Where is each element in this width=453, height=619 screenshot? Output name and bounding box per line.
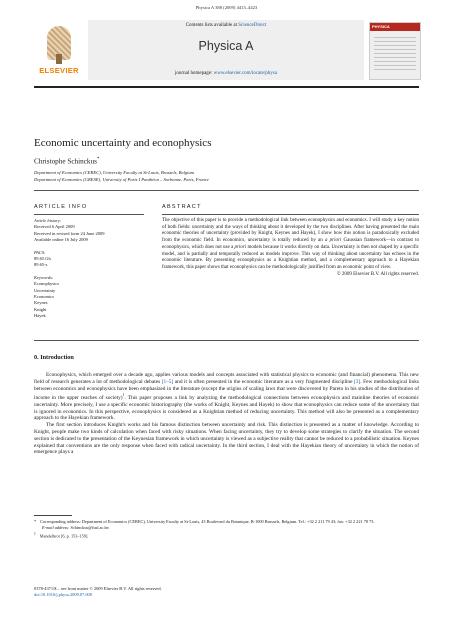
introduction-body (34, 372, 419, 456)
abstract-body (162, 218, 419, 278)
history-label: Article history: (34, 218, 62, 223)
doi-link[interactable]: doi:10.1016/j.physa.2009.07.008 (34, 592, 92, 598)
publisher-name: ELSEVIER (39, 66, 79, 75)
text-segment: Econophysics, which emerged over a decade ago, applies various models and concepts associated with statistical physics to economic (and financial) phenomena. This new field of research generates a lot of methodological debates (34, 372, 419, 385)
masthead-center (88, 20, 364, 80)
footnote-symbol: 1 (34, 532, 36, 536)
text-segment: . This paper proposes a link by analyzing the methodological connections between econophysics and mainline theories of economic uncertainty. More precisely, I use a specific economic historiography (the works of Knight, Keynes and Hayek) to show that econophysics can reduce some of the uncertainty that is ignored in economics. In this perspective, econophysics is considered as a Knightian method of reducing uncertainty. This method will also be presented as a complementary approach to the Hayekian framework. (34, 395, 419, 422)
keyword: Hayek (34, 313, 46, 319)
keyword: Knight (34, 306, 47, 312)
text-segment: . (108, 525, 110, 530)
abstract-bottom-rule (34, 340, 419, 341)
keyword: Econophysics (34, 281, 59, 287)
page-footer (34, 586, 419, 599)
email-label: E-mail address: (42, 525, 71, 530)
masthead-rule (34, 86, 419, 88)
abstract-rule (162, 214, 419, 215)
affiliation-2: Department of Economics (GRESE), University of Paris I Panthéon – Sorbonne, Paris, France (34, 177, 209, 182)
cover-text-lines (374, 37, 416, 73)
elsevier-logo[interactable] (34, 20, 84, 80)
article-title: Economic uncertainty and econophysics (34, 137, 212, 149)
footnote-marker[interactable]: 1 (122, 393, 125, 398)
keyword: Economics (34, 294, 54, 300)
journal-title: Physica A (198, 39, 254, 53)
footnote-text: Corresponding address: Department of Economics (CEREC), University Faculty at St-Louis, 43 Boulevard du Botanique, B-1000 Brussels, Belgium. Tel.: +32 2 211 79 43; fax: +32 2 221 78 73. (40, 519, 375, 524)
text-segment: . Few methodological links between economics and econophysics have been emphasized in the literature (except the origins of scaling laws that were discovered by Pareto in his studies of the distribution of income in the upper reaches of society) (34, 378, 419, 402)
title-rule (34, 190, 419, 191)
keyword: Keynes (34, 300, 48, 306)
sciencedirect-link[interactable]: ScienceDirect (238, 23, 267, 28)
author-name: Christophe Schinckus (34, 157, 97, 166)
affiliation-1: Department of Economics (CEREC), University Faculty at St-Louis, Brussels, Belgium (34, 170, 194, 175)
running-head: Physica A 388 (2009) 4415–4423 (195, 5, 258, 10)
author-line (34, 157, 99, 165)
journal-cover-thumbnail (369, 22, 421, 80)
footnote-symbol: * (34, 519, 37, 524)
issn-line: 0378-4371/$ – see front matter © 2009 Elsevier B.V. All rights reserved. (34, 586, 162, 591)
abstract-segment: Gaussian framework—in contrast to econophysics, which does not use a (162, 238, 419, 250)
pacs-label: PACS: (34, 249, 46, 255)
history-received: Received 6 April 2009 (34, 224, 75, 230)
abstract-text (162, 218, 419, 272)
homepage-link[interactable]: www.elsevier.com/locate/physa (213, 71, 277, 76)
text-segment: and it is often presented in the economic literature as a very fragmented discipline (173, 378, 354, 385)
history-online: Available online 16 July 2009 (34, 237, 88, 243)
journal-masthead (34, 20, 419, 80)
email-link[interactable]: Schinckus@fusl.ac.be (70, 525, 109, 530)
abstract-heading: ABSTRACT (162, 204, 202, 210)
history-revised: Received in revised form 24 June 2009 (34, 230, 105, 236)
contents-line (88, 23, 364, 28)
article-info-heading: ARTICLE INFO (34, 204, 88, 210)
citation-link[interactable]: [1–5] (161, 378, 174, 385)
homepage-line (88, 71, 364, 76)
keyword: Uncertainty (34, 287, 56, 293)
pacs-code: 89.65.Gh (34, 256, 51, 262)
keywords-label: Keywords: (34, 274, 54, 280)
copyright-line: © 2009 Elsevier B.V. All rights reserved. (336, 271, 419, 277)
contents-prefix: Contents lists available at (185, 23, 239, 28)
footnote-text: Mandelbrot [6, p. 153–159]. (39, 533, 89, 539)
footnote-1 (34, 531, 419, 539)
abstract-segment: models because it works directly on data. Uncertainty is then not shaped by a specific model, and is partially and temporally reduced as models improve. This way of thinking about uncertainty has echoes in the economic literature. By presenting econophysics as a Knightian method, and a complementary approach to a Hayekian framework, this paper shows that econophysics can be methodologically justified from an economic point of view. (162, 244, 419, 270)
footnotes (34, 519, 419, 539)
footnote-rule (34, 515, 72, 516)
intro-paragraph-2: The first section introduces Knight's works and his famous distinction between uncertainty and risk. This distinction is presented as a matter of knowledge. According to Knight, people make two kinds of calculation when faced with risky situations. When facing uncertainty, they try to develop some strategies to clarify the situation. The second section is dedicated to the presentation of the Keynesian framework in which uncertainty is viewed as a subjective reality that cannot be reduced to a probabilistic situation. Keynes explained that conventions are the only response when faced with radical uncertainty. In the third section, I deal with the Hayekian theory of uncertainty in which the notion of emergence plays a (34, 422, 419, 456)
tree-trunk-icon (56, 54, 62, 64)
intro-paragraph-1 (34, 372, 419, 422)
citation-link[interactable]: [3] (354, 378, 361, 385)
abstract-italic: a priori (324, 238, 342, 244)
section-heading-introduction: 0. Introduction (34, 354, 74, 361)
info-rule (34, 214, 144, 215)
cover-journal-name: PHYSICA (372, 24, 390, 29)
abstract-segment: The objective of this paper is to provide a methodological link between econophysics and economics. I will study a key notion of both fields: uncertainty and the ways of thinking about it developed by the two disciplines. After having presented the main economic theories of uncertainty (provided by Knight, Keynes and Hayek), I show how this notion is paradoxically excluded from the economic field. In economics, uncertainty is totally reduced by an (162, 218, 419, 244)
corresponding-author-marker[interactable]: * (96, 157, 100, 162)
article-info (34, 218, 134, 320)
abstract-italic: priori (234, 244, 247, 250)
homepage-prefix: journal homepage: (175, 71, 214, 76)
pacs-code: 89.65-s (34, 262, 48, 268)
